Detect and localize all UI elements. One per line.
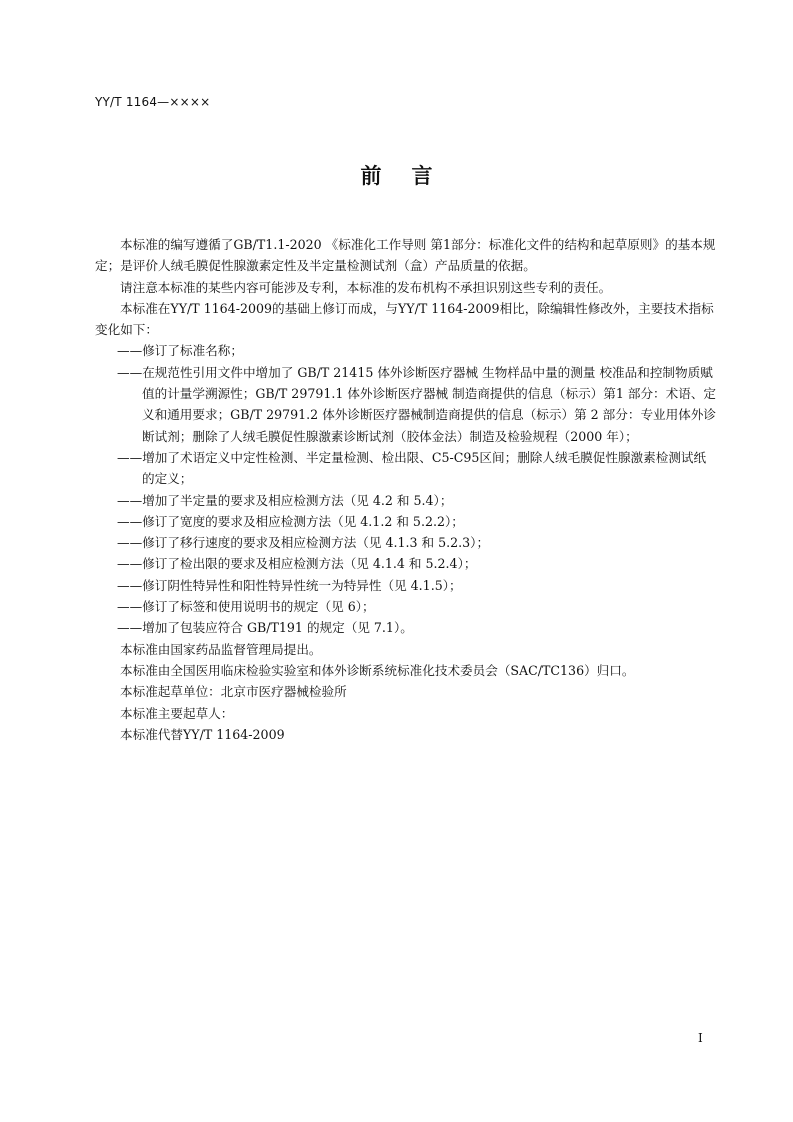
change-item: ——增加了术语定义中定性检测、半定量检测、检出限、C5-C95区间；删除人绒毛膜促性腺激素检测试纸的定义； [117,449,707,487]
document-code-header: YY/T 1164—×××× [95,95,211,109]
foreword-paragraph-patent-notice: 请注意本标准的某些内容可能涉及专利，本标准的发布机构不承担识别这些专利的责任。 [120,279,612,295]
page-title: 前言 [360,164,463,188]
change-item: ——修订了检出限的要求及相应检测方法（见 4.1.4 和 5.2.4）； [117,556,477,572]
committee-statement: 本标准由全国医用临床检验实验室和体外诊断系统标准化技术委员会（SAC/TC136）归口。 [120,662,635,678]
change-item: ——修订阴性特异性和阳性特异性统一为特异性（见 4.1.5）； [117,577,462,593]
page-number: I [698,1031,703,1045]
change-item: ——在规范性引用文件中增加了 GB/T 21415 体外诊断医疗器械 生物样品中量的测量 校准品和控制物质赋值的计量学溯源性；GB/T 29791.1 体外诊断医疗器械 制造商提供的信息（标示）第1 部分：术语、定义和通用要求；GB/T 29791.2 体外诊断医疗器械制造商提供的信息（标示）第 2 部分：专业用体外诊断试剂；删除了人绒毛膜促性腺激素诊断试剂（胶体金法）制造及检验规程（2000 年）； [117,364,717,444]
change-item: ——增加了半定量的要求及相应检测方法（见 4.2 和 5.4）； [117,492,453,508]
replacement-statement: 本标准代替YY/T 1164-2009 [120,726,285,742]
drafting-organization: 本标准起草单位：北京市医疗器械检验所 [120,684,347,700]
change-item: ——修订了标签和使用说明书的规定（见 6）； [117,599,375,615]
foreword-paragraph-revision-basis: 本标准在YY/T 1164-2009的基础上修订而成，与YY/T 1164-2009相比，除编辑性修改外，主要技术指标变化如下： [95,300,714,338]
change-item: ——修订了标准名称； [117,343,243,359]
foreword-paragraph-standard-basis: 本标准的编写遵循了GB/T1.1-2020 《标准化工作导则 第1部分：标准化文件的结构和起草原则》的基本规定；是评价人绒毛膜促性腺激素定性及半定量检测试剂（盒）产品质量的依据。 [95,237,716,274]
change-item: ——增加了包装应符合 GB/T191 的规定（见 7.1）。 [117,620,413,636]
change-item: ——修订了移行速度的要求及相应检测方法（见 4.1.3 和 5.2.3）； [117,535,490,551]
change-item: ——修订了宽度的要求及相应检测方法（见 4.1.2 和 5.2.2）； [117,513,464,529]
main-drafters: 本标准主要起草人： [120,705,234,721]
proposer-statement: 本标准由国家药品监督管理局提出。 [120,641,322,657]
foreword-body [95,234,717,745]
